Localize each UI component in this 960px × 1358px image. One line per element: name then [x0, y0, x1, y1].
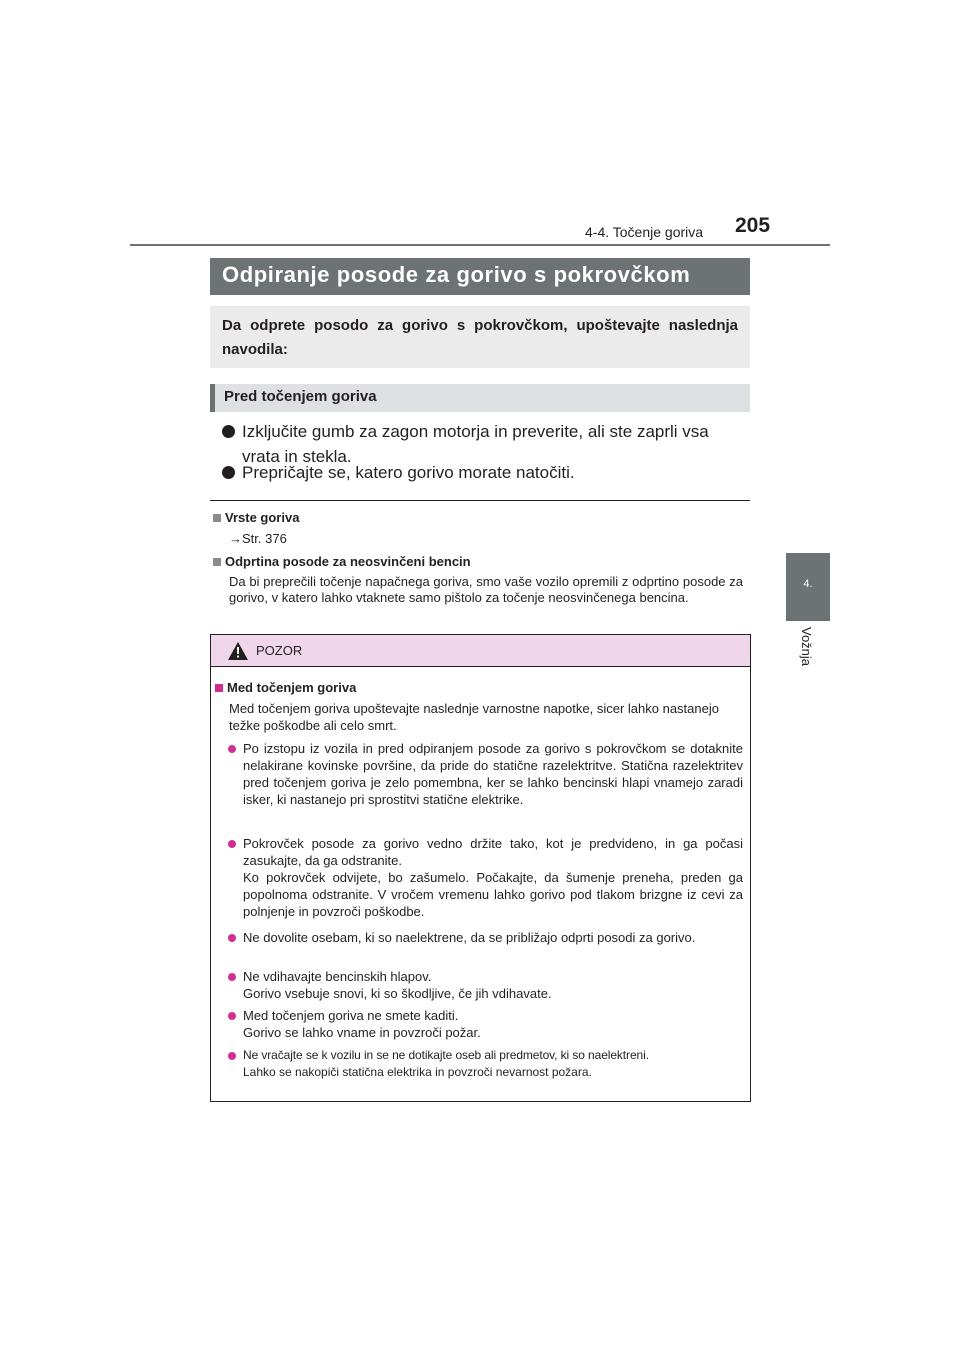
warning-bullet-icon [228, 1012, 236, 1020]
note-square-icon [213, 514, 221, 522]
warning-square-icon [215, 684, 223, 692]
warning-heading: Med točenjem goriva [227, 680, 357, 695]
subheading-text: Pred točenjem goriva [224, 388, 377, 405]
step-bullet-icon [222, 425, 235, 438]
warning-box [210, 634, 751, 1102]
section-title-bar [210, 258, 750, 295]
warning-item: Ne vračajte se k vozilu in se ne dotikajte oseb ali predmetov, ki so naelektreni. [243, 1048, 649, 1062]
step-item: Prepričajte se, katero gorivo morate natočiti. [242, 463, 575, 482]
warning-intro: Med točenjem goriva upoštevajte naslednje varnostne napotke, sicer lahko nastanejo težke poškodbe ali celo smrt. [229, 701, 719, 733]
warning-bullet-icon [228, 1052, 236, 1060]
warning-item-continued: Gorivo se lahko vname in povzroči požar. [243, 1025, 481, 1040]
subheading-accent [210, 384, 215, 412]
warning-item-continued: Gorivo vsebuje snovi, ki so škodljive, če jih vdihavate. [243, 986, 552, 1001]
chapter-tab: 4. [786, 553, 830, 621]
warning-item: Ne vdihavajte bencinskih hlapov. [243, 969, 432, 984]
warning-bullet-icon [228, 934, 236, 942]
intro-box [210, 306, 750, 368]
header-rule [130, 244, 830, 246]
warning-header [211, 635, 750, 667]
separator [210, 500, 750, 501]
note-body: Da bi preprečili točenje napačnega goriva, smo vaše vozilo opremili z odprtino posode za gorivo, v katero lahko vtaknete samo pištolo za točenje neosvinčenega bencina. [229, 574, 743, 605]
warning-item-continued: Lahko se nakopiči statična elektrika in povzroči nevarnost požara. [243, 1065, 592, 1079]
warning-item: Ne dovolite osebam, ki so naelektrene, da se približajo odprti posodi za gorivo. [243, 930, 696, 945]
step-bullet-icon [222, 466, 235, 479]
warning-bullet-icon [228, 745, 236, 753]
chapter-label: Vožnja [799, 627, 814, 667]
subheading-bar [210, 384, 750, 412]
warning-bullet-icon [228, 840, 236, 848]
note-body: →Str. 376 [229, 531, 287, 546]
warning-label: POZOR [256, 643, 303, 658]
warning-triangle-icon [228, 642, 248, 660]
running-header-section: 4-4. Točenje goriva [585, 224, 704, 240]
note-heading: Vrste goriva [225, 510, 300, 525]
warning-item: Po izstopu iz vozila in pred odpiranjem posode za gorivo s pokrovčkom se dotaknite nelakirane kovinske površine, da pride do statične razelektritve. Statična razelektritev pred točenjem goriva je zelo pomembna, ker se lahko bencinski hlapi vnamejo zaradi isker, ki nastanejo pri sprostitvi statične elektrike. [243, 741, 743, 807]
warning-item: Pokrovček posode za gorivo vedno držite tako, kot je predvideno, in ga počasi zasukajte, da ga odstranite. [243, 836, 743, 868]
page-number: 205 [735, 214, 771, 237]
intro-text: Da odprete posodo za gorivo s pokrovčkom, upoštevajte naslednja navodila: [222, 317, 738, 358]
note-heading: Odprtina posode za neosvinčeni bencin [225, 554, 471, 569]
warning-item-continued: Ko pokrovček odvijete, bo zašumelo. Počakajte, da šumenje preneha, preden ga popolnoma odstranite. V vročem vremenu lahko gorivo pod tlakom brizgne iz cevi za polnjenje in povzroči poškodbe. [243, 870, 743, 919]
warning-item: Med točenjem goriva ne smete kaditi. [243, 1008, 459, 1023]
warning-bullet-icon [228, 973, 236, 981]
section-title: Odpiranje posode za gorivo s pokrovčkom [222, 262, 691, 287]
note-square-icon [213, 558, 221, 566]
step-item: Izključite gumb za zagon motorja in preverite, ali ste zaprli vsa vrata in stekla. [242, 422, 709, 466]
